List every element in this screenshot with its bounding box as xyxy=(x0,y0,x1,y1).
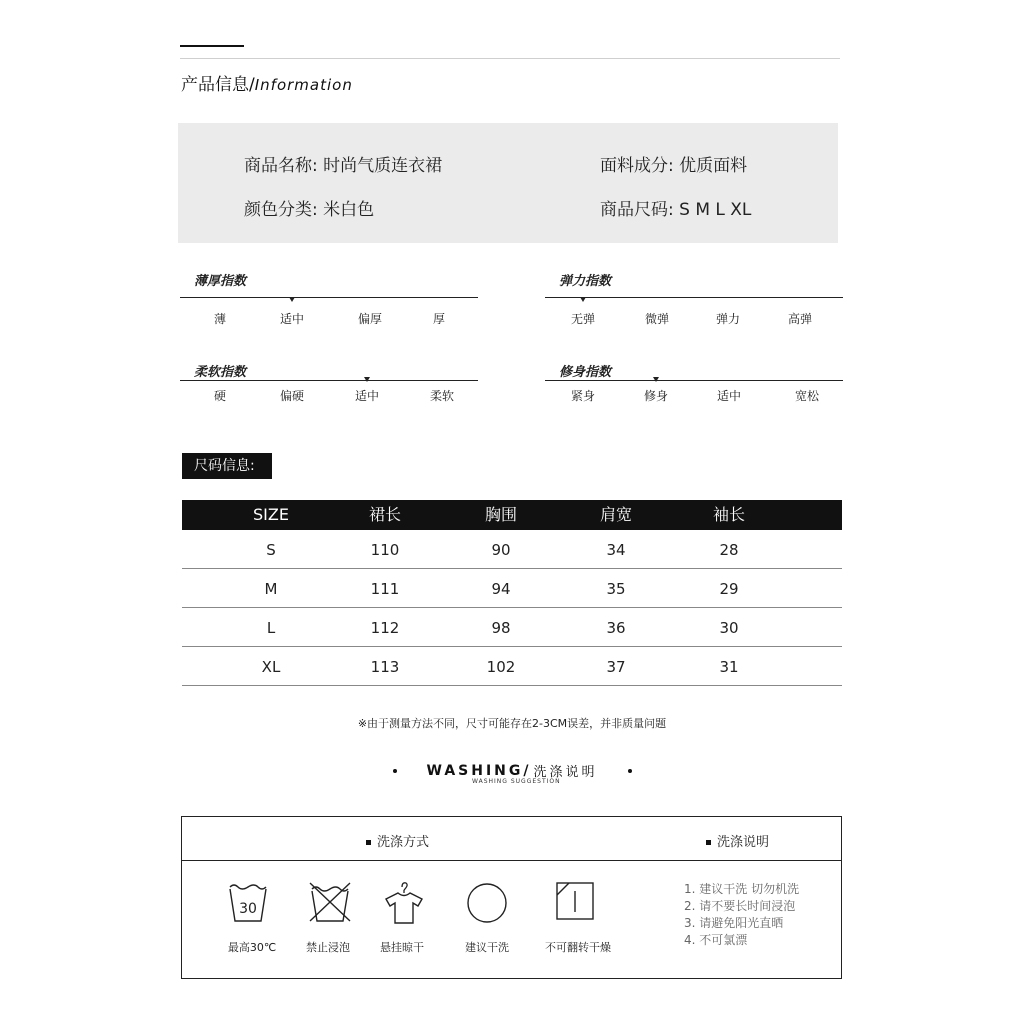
square-bullet-icon xyxy=(366,840,371,845)
table-cell: L xyxy=(266,619,276,637)
size-info-tag: 尺码信息: xyxy=(182,453,272,479)
gauge-softness-label: 适中 xyxy=(354,389,380,403)
wash-label: 禁止浸泡 xyxy=(306,941,350,954)
washing-method-header-text: 洗涤方式 xyxy=(377,835,430,850)
gauge-elasticity xyxy=(545,270,845,330)
gauge-fit-line xyxy=(545,380,843,381)
table-cell: 90 xyxy=(491,541,511,559)
table-cell: 35 xyxy=(606,580,626,598)
info-color xyxy=(244,195,374,220)
gauge-fit-label: 适中 xyxy=(716,389,742,403)
gauge-thickness-line xyxy=(180,297,478,298)
gauge-thickness-label: 适中 xyxy=(279,312,305,326)
table-cell: 37 xyxy=(606,658,626,676)
hang-dry-icon xyxy=(382,881,426,929)
bullet-dot-icon xyxy=(628,769,632,773)
wash-label: 悬挂晾干 xyxy=(380,941,424,954)
gauge-fit-label: 紧身 xyxy=(570,389,596,403)
section-title-en: Information xyxy=(254,76,353,94)
gauge-thickness-title: 薄厚指数 xyxy=(194,274,247,289)
gauge-softness-title: 柔软指数 xyxy=(194,365,247,380)
size-col-header: 胸围 xyxy=(484,505,517,524)
no-soak-icon xyxy=(308,881,352,927)
washing-box xyxy=(181,816,842,979)
gauge-thickness-label: 厚 xyxy=(432,312,446,326)
section-title-cn: 产品信息/ xyxy=(181,75,255,95)
table-row xyxy=(182,530,842,569)
wash-temp-number: 30 xyxy=(239,901,257,917)
gauge-softness-label: 偏硬 xyxy=(279,389,305,403)
dry-clean-icon xyxy=(465,881,509,929)
table-cell: 30 xyxy=(719,619,739,637)
washing-instr-header xyxy=(706,831,769,850)
table-cell: 111 xyxy=(370,580,400,598)
bullet-dot-icon xyxy=(393,769,397,773)
gauge-elasticity-marker xyxy=(580,297,586,302)
size-table-header xyxy=(182,500,842,530)
size-col-header: SIZE xyxy=(253,505,289,524)
washing-heading xyxy=(0,760,1024,785)
size-col-header: 肩宽 xyxy=(599,505,632,524)
table-cell: 31 xyxy=(719,658,739,676)
table-cell: 29 xyxy=(719,580,739,598)
info-fabric xyxy=(600,151,747,176)
gauge-softness-label: 硬 xyxy=(213,389,227,403)
washing-instr-header-text: 洗涤说明 xyxy=(717,835,770,850)
info-color-value: 米白色 xyxy=(323,200,375,220)
table-row xyxy=(182,608,842,647)
info-product-name-label: 商品名称: xyxy=(244,156,318,176)
info-color-label: 颜色分类: xyxy=(244,200,318,220)
gauge-elasticity-line xyxy=(545,297,843,298)
gauge-thickness-label: 薄 xyxy=(213,312,227,326)
instruction-item: 2. 请不要长时间浸泡 xyxy=(684,899,796,913)
gauge-softness-label: 柔软 xyxy=(429,389,455,403)
size-note: ※由于测量方法不同，尺寸可能存在2-3CM误差，并非质量问题 xyxy=(357,717,667,730)
table-cell: XL xyxy=(261,658,281,676)
section-title xyxy=(181,70,353,95)
size-col-header: 裙长 xyxy=(368,505,401,524)
table-cell: S xyxy=(266,541,276,559)
no-tumble-dry-icon xyxy=(555,881,595,925)
table-cell: 112 xyxy=(370,619,400,637)
washing-title-en: WASHING/ xyxy=(426,762,532,779)
gauge-elasticity-label: 无弹 xyxy=(570,312,596,326)
table-cell: 34 xyxy=(606,541,626,559)
gauge-elasticity-label: 弹力 xyxy=(715,312,741,326)
table-cell: 94 xyxy=(491,580,511,598)
gauge-softness-line xyxy=(180,380,478,381)
gauge-fit-marker xyxy=(653,377,659,382)
info-size-label: 商品尺码: xyxy=(600,200,674,220)
washing-instructions xyxy=(684,881,799,949)
size-table xyxy=(182,500,842,686)
gauge-softness xyxy=(180,361,480,421)
gauge-thickness-label: 偏厚 xyxy=(357,312,383,326)
table-cell: M xyxy=(264,580,278,598)
gauge-fit xyxy=(545,361,845,421)
gauge-elasticity-title: 弹力指数 xyxy=(559,274,612,289)
gauge-elasticity-label: 微弹 xyxy=(644,312,670,326)
gauge-thickness-marker xyxy=(289,297,295,302)
instruction-item: 4. 不可氯漂 xyxy=(684,933,748,947)
product-info-box xyxy=(178,123,838,243)
washing-method-header xyxy=(366,831,429,850)
washing-title-cn: 洗涤说明 xyxy=(533,765,598,780)
info-product-name xyxy=(244,151,442,176)
gauge-fit-label: 宽松 xyxy=(794,389,820,403)
wash-label: 不可翻转干燥 xyxy=(545,941,611,954)
gauge-fit-label: 修身 xyxy=(643,389,669,403)
table-cell: 98 xyxy=(491,619,511,637)
table-row xyxy=(182,569,842,608)
gauge-thickness xyxy=(180,270,480,330)
wash-30-icon xyxy=(228,881,268,927)
table-cell: 110 xyxy=(370,541,400,559)
gauge-softness-marker xyxy=(364,377,370,382)
instruction-item: 3. 请避免阳光直晒 xyxy=(684,916,784,930)
info-fabric-value: 优质面料 xyxy=(679,156,748,176)
table-cell: 113 xyxy=(370,658,400,676)
info-size xyxy=(600,195,751,220)
washing-subtitle: WASHING SUGGESTION xyxy=(472,778,561,785)
instruction-item: 1. 建议干洗 切勿机洗 xyxy=(684,882,800,896)
wash-label: 建议干洗 xyxy=(465,941,509,954)
table-cell: 36 xyxy=(606,619,626,637)
info-size-value: S M L XL xyxy=(679,200,752,220)
square-bullet-icon xyxy=(706,840,711,845)
wash-label: 最高30℃ xyxy=(227,941,277,954)
header-rule-thin xyxy=(180,58,840,59)
gauge-fit-title: 修身指数 xyxy=(559,365,612,380)
table-cell: 28 xyxy=(719,541,739,559)
header-rule-thick xyxy=(180,45,244,47)
table-cell: 102 xyxy=(486,658,516,676)
gauge-elasticity-label: 高弹 xyxy=(787,312,813,326)
size-col-header: 袖长 xyxy=(712,505,745,524)
table-row xyxy=(182,647,842,686)
info-product-name-value: 时尚气质连衣裙 xyxy=(323,156,443,176)
washing-box-divider xyxy=(182,860,841,861)
info-fabric-label: 面料成分: xyxy=(600,156,674,176)
